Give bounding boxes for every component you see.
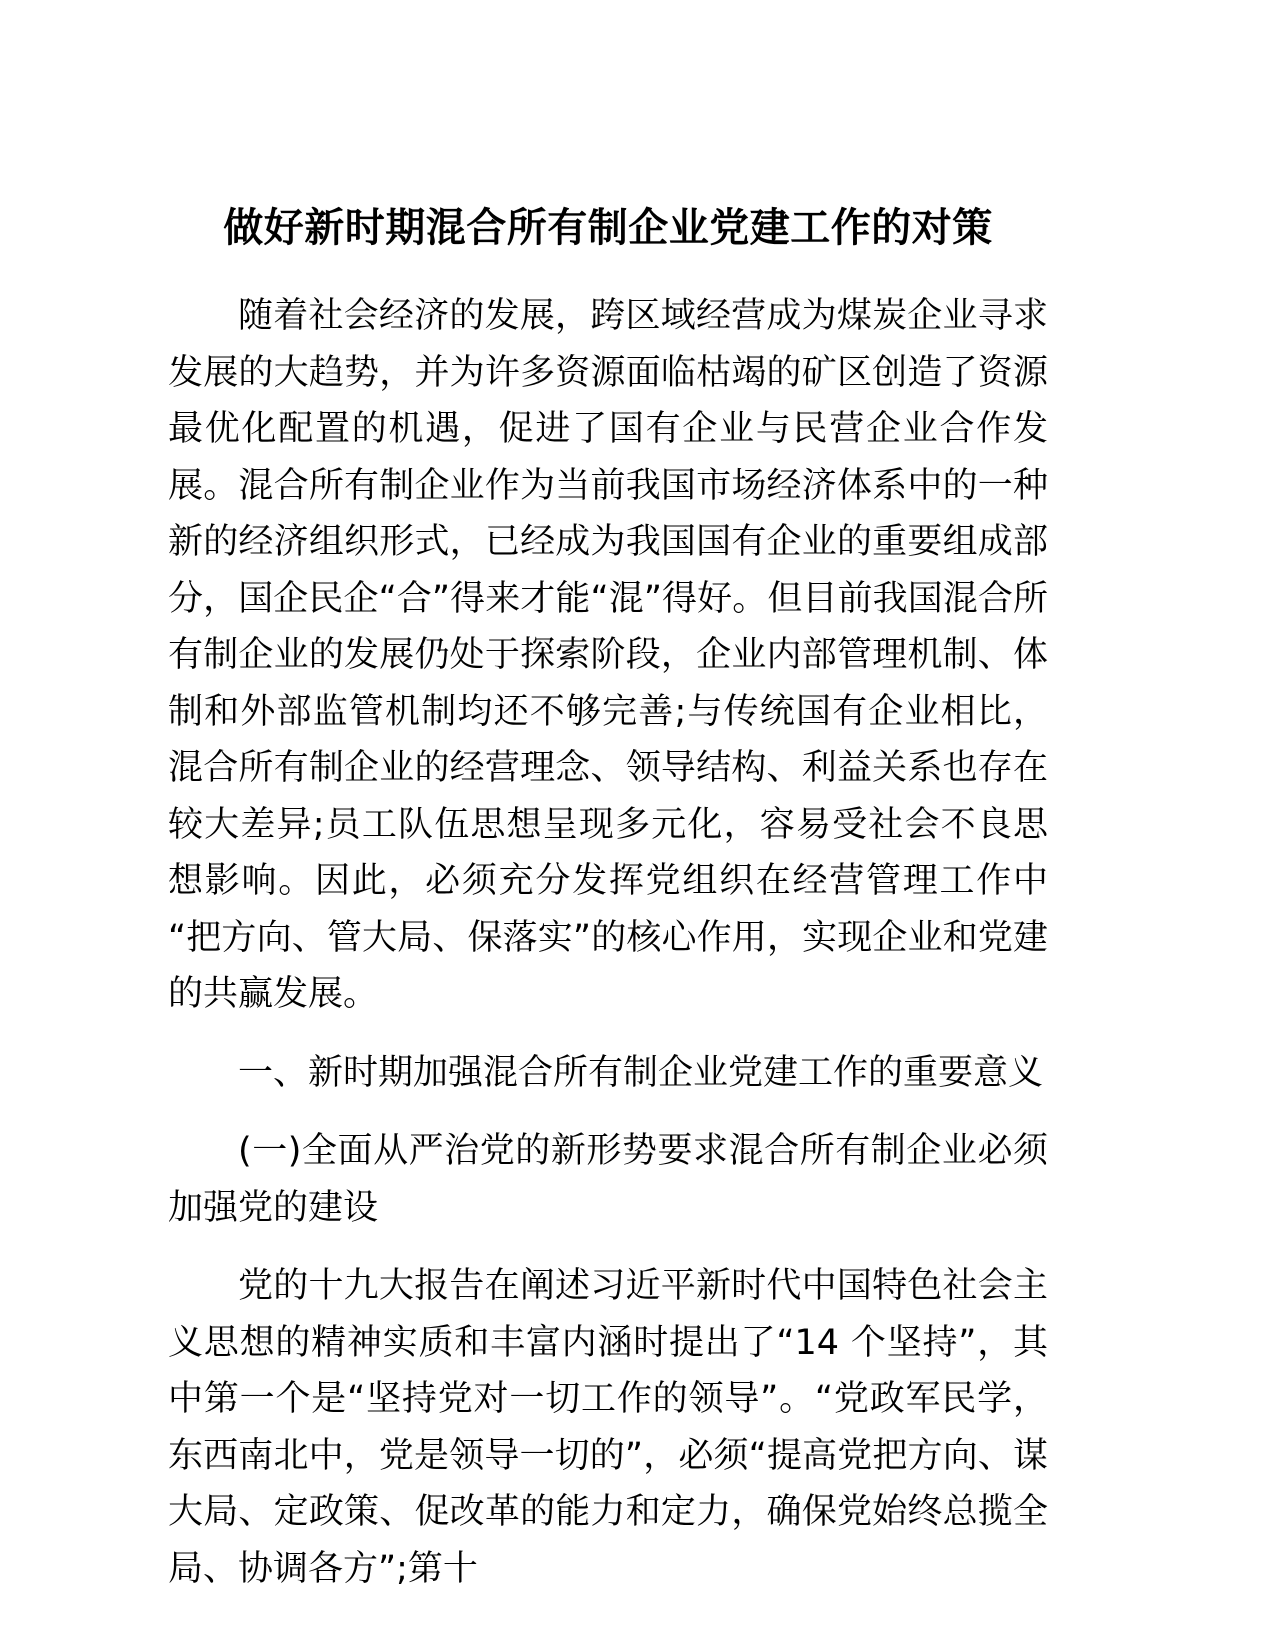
section-heading-one: 一、新时期加强混合所有制企业党建工作的重要意义 bbox=[238, 1052, 1044, 1093]
subsection-one-paragraph: 党的十九大报告在阐述习近平新时代中国特色社会主义思想的精神实质和丰富内涵时提出了“14 个坚持”，其中第一个是“坚持党对一切工作的领导”。“党政军民学，东西南北中，党是领导一切的”，必须“提高党把方向、谋大局、定政策、促改革的能力和定力，确保党始终总揽全局、协调各方”;第十 bbox=[168, 1266, 1048, 1589]
document-body bbox=[168, 0, 1048, 1597]
subsection-heading-one: (一)全面从严治党的新形势要求混合所有制企业必须加强党的建设 bbox=[168, 1131, 1048, 1228]
intro-paragraph: 随着社会经济的发展，跨区域经营成为煤炭企业寻求发展的大趋势，并为许多资源面临枯竭的矿区创造了资源最优化配置的机遇，促进了国有企业与民营企业合作发展。混合所有制企业作为当前我国市场经济体系中的一种新的经济组织形式，已经成为我国国有企业的重要组成部分，国企民企“合”得来才能“混”得好。但目前我国混合所有制企业的发展仍处于探索阶段，企业内部管理机制、体制和外部监管机制均还不够完善;与传统国有企业相比，混合所有制企业的经营理念、领导结构、利益关系也存在较大差异;员工队伍思想呈现多元化，容易受社会不良思想影响。因此，必须充分发挥党组织在经营管理工作中“把方向、管大局、保落实”的核心作用，实现企业和党建的共赢发展。 bbox=[168, 296, 1048, 1014]
page-title: 做好新时期混合所有制企业党建工作的对策 bbox=[223, 205, 993, 251]
